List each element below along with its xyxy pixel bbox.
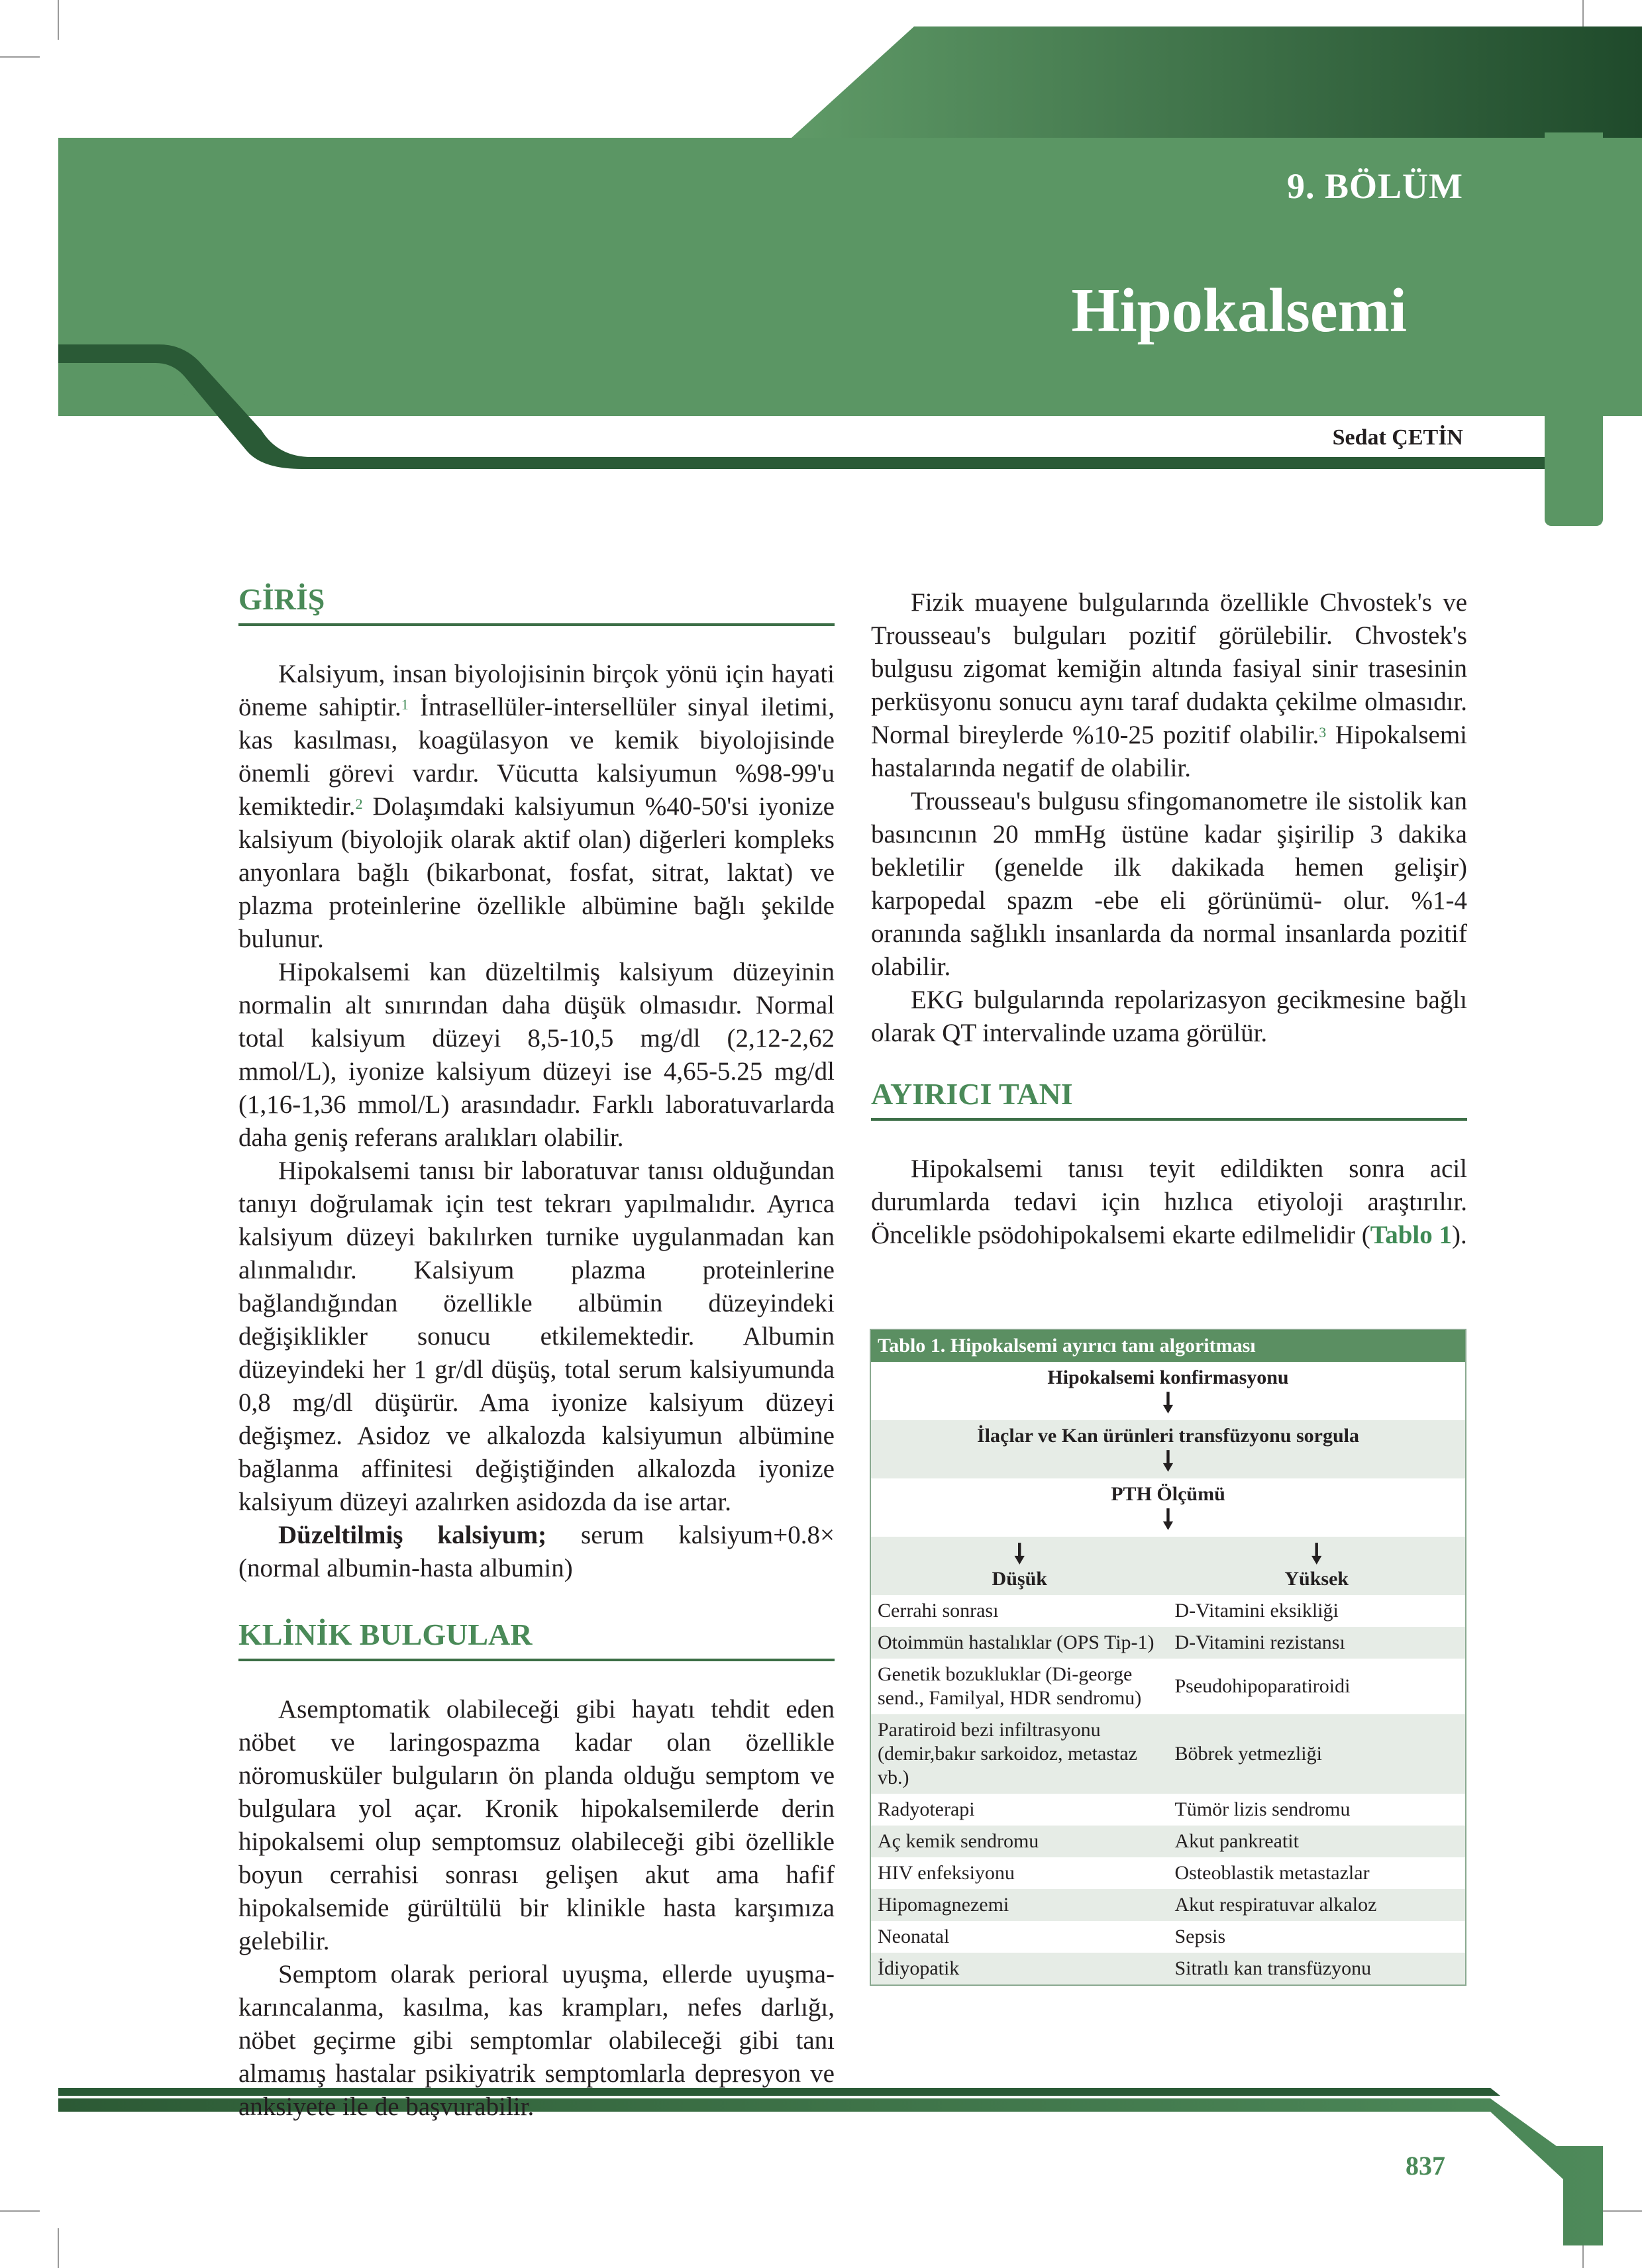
table-cell-high: Akut pankreatit [1168, 1826, 1466, 1857]
table-cell-low: Genetik bozukluklar (Di-george send., Familyal, HDR sendromu) [870, 1659, 1168, 1714]
top-ribbon [792, 26, 1642, 138]
table-row [870, 1857, 1466, 1889]
flow-step-3: PTH Ölçümü 🠗 [870, 1478, 1466, 1537]
table-reference-link[interactable]: Tablo 1 [1370, 1221, 1452, 1249]
table-cell-low: Otoimmün hastalıklar (OPS Tip-1) [870, 1627, 1168, 1659]
table-cell-high: Böbrek yetmezliği [1168, 1714, 1466, 1794]
column-high-header: 🠗 Yüksek [1168, 1537, 1466, 1595]
column-low-header: 🠗 Düşük [870, 1537, 1168, 1595]
table-cell-low: Cerrahi sonrası [870, 1595, 1168, 1627]
table-cell-low: Paratiroid bezi infiltrasyonu (demir,bakır sarkoidoz, metastaz vb.) [870, 1714, 1168, 1794]
flow-step-1: Hipokalsemi konfirmasyonu 🠗 [870, 1362, 1466, 1420]
table-cell-low: Neonatal [870, 1921, 1168, 1953]
table-cell-high: Tümör lizis sendromu [1168, 1794, 1466, 1826]
klinik-paragraph-2: Semptom olarak perioral uyuşma, ellerde uyuşma-karıncalanma, kasılma, kas krampları, nefes darlığı, nöbet geçirme gibi semptomlar olabileceği gibi tanı almamış hastalar psikiyatrik semptomlarla depresyon ve anksiyete ile de başvurabilir. [238, 1960, 835, 2121]
ayirici-paragraph: Hipokalsemi tanısı teyit edildikten sonra acil durumlarda tedavi için hızlıca etiyoloji araştırılır. Öncelikle psödohipokalsemi ekarte edilmelidir (Tablo 1). [871, 1155, 1467, 1249]
table-row [870, 1714, 1466, 1794]
table-cell-high: Osteoblastik metastazlar [1168, 1857, 1466, 1889]
chapter-number: 9. BÖLÜM [1286, 166, 1463, 206]
table-cell-high: Sepsis [1168, 1921, 1466, 1953]
table-cell-low: HIV enfeksiyonu [870, 1857, 1168, 1889]
section-heading-giris: GİRİŞ [238, 582, 835, 626]
fizik-muayene-paragraph: Fizik muayene bulgularında özellikle Chvostek's ve Trousseau's bulguları pozitif görülebilir. Chvostek's bulgusu zigomat kemiğin altında fasiyal sinir trasesinin perküsyonu sonucu aynı taraf dudakta çekilme olmasıdır. Normal bireylerde %10-25 pozitif olabilir.$^3$ Hipokalsemi hastalarında negatif de olabilir. [871, 588, 1467, 782]
table-row [870, 1659, 1466, 1714]
table-cell-high: Akut respiratuvar alkaloz [1168, 1889, 1466, 1921]
table-row [870, 1627, 1466, 1659]
flow-step-2: İlaçlar ve Kan ürünleri transfüzyonu sorgula 🠗 [870, 1420, 1466, 1478]
differential-diagnosis-table [870, 1329, 1466, 1986]
table-row [870, 1889, 1466, 1921]
citation-2[interactable]: 2 [355, 796, 363, 812]
arrow-down-icon: 🠗 [1162, 1388, 1174, 1418]
table-cell-low: Aç kemik sendromu [870, 1826, 1168, 1857]
section-heading-klinik: KLİNİK BULGULAR [238, 1617, 835, 1661]
left-column [238, 582, 835, 2124]
table-caption: Tablo 1. Hipokalsemi ayırıcı tanı algoritması [870, 1329, 1466, 1362]
arrow-down-icon: 🠗 [1162, 1446, 1174, 1476]
giris-paragraph-1: Kalsiyum, insan biyolojisinin birçok yönü için hayati öneme sahiptir.$^1$ İntrasellüler-intersellüler sinyal iletimi, kas kasılması, koagülasyon ve kemik biyolojisinde önemli görevi vardır. Vücutta kalsiyumun %98-99'u kemiktedir.$^2$ Dolaşımdaki kalsiyumun %40-50'si iyonize kalsiyum (biyolojik olarak aktif olan) diğerleri kompleks anyonlara bağlı (bikarbonat, fosfat, sitrat, laktat) ve plazma proteinlerine özellikle albümine bağlı şekilde bulunur. [238, 660, 835, 953]
table-cell-high: Sitratlı kan transfüzyonu [1168, 1953, 1466, 1985]
table-row [870, 1826, 1466, 1857]
giris-paragraph-3: Hipokalsemi tanısı bir laboratuvar tanısı olduğundan tanıyı doğrulamak için test tekrarı yapılmalıdır. Ayrıca kalsiyum düzeyi bakılırken turnike uygulanmadan kan alınmalıdır. Kalsiyum plazma proteinlerine bağlandığından özellikle albümin düzeyindeki değişiklikler sonucu etkilemektedir. Albumin düzeyindeki her 1 gr/dl düşüş, total serum kalsiyumunda 0,8 mg/dl düşürür. Ama iyonize kalsiyum düzeyi değişmez. Asidoz ve alkalozda kalsiyumun albümine bağlanma affinitesi değiştiğinden alkalozda iyonize kalsiyum düzeyi azalırken asidozda da ise artar. [238, 1157, 835, 1516]
table-cell-low: İdiyopatik [870, 1953, 1168, 1985]
table-cell-high: D-Vitamini rezistansı [1168, 1627, 1466, 1659]
arrow-down-icon: 🠗 [1162, 1504, 1174, 1534]
arrow-down-icon: 🠗 [1311, 1539, 1323, 1569]
right-column [871, 586, 1467, 1252]
giris-paragraph-2: Hipokalsemi kan düzeltilmiş kalsiyum düzeyinin normalin alt sınırından daha düşük olmasıdır. Normal total kalsiyum düzeyi 8,5-10,5 mg/dl (2,12-2,62 mmol/L), iyonize kalsiyum düzeyi ise 4,65-5.25 mg/dl (1,16-1,36 mmol/L) arasındadır. Farklı laboratuvarlarda daha geniş referans aralıkları olabilir. [238, 958, 835, 1152]
table-cell-low: Hipomagnezemi [870, 1889, 1168, 1921]
corrected-calcium-formula: Düzeltilmiş kalsiyum; serum kalsiyum+0.8× (normal albumin-hasta albumin) [238, 1521, 835, 1582]
klinik-paragraph-1: Asemptomatik olabileceği gibi hayatı tehdit eden nöbet ve laringospazma kadar olan özellikle nöromusküler bulguların ön planda olduğu semptom ve bulgulara yol açar. Kronik hipokalsemilerde derin hipokalsemi olup semptomsuz olabileceği gibi özellikle boyun cerrahisi sonrası gelişen akut ama hafif hipokalsemide gürültülü bir klinikle hasta karşımıza gelebilir. [238, 1695, 835, 1955]
citation-1[interactable]: 1 [401, 696, 409, 713]
right-tab [1545, 416, 1603, 526]
section-heading-ayirici: AYIRICI TANI [871, 1076, 1467, 1121]
arrow-down-icon: 🠗 [1013, 1539, 1025, 1569]
citation-3[interactable]: 3 [1319, 724, 1327, 741]
table-body [870, 1595, 1466, 1985]
table-row [870, 1953, 1466, 1985]
table-row [870, 1595, 1466, 1627]
trousseau-paragraph: Trousseau's bulgusu sfingomanometre ile sistolik kan basıncının 20 mmHg üstüne kadar şişirilip 3 dakika bekletilir (genelde ilk dakikada hemen gelişir) karpopedal spazm -ebe eli görünümü- olur. %1-4 oranında sağlıklı insanlarda da normal insanlarda pozitif olabilir. [871, 787, 1467, 981]
table-row [870, 1921, 1466, 1953]
table-cell-high: D-Vitamini eksikliği [1168, 1595, 1466, 1627]
table-cell-low: Radyoterapi [870, 1794, 1168, 1826]
author-name: Sedat ÇETİN [1332, 425, 1463, 450]
table-cell-high: Pseudohipoparatiroidi [1168, 1659, 1466, 1714]
page-number: 837 [1406, 2151, 1445, 2181]
table-row [870, 1794, 1466, 1826]
page-title: Hipokalsemi [1071, 276, 1407, 345]
ekg-paragraph: EKG bulgularında repolarizasyon gecikmesine bağlı olarak QT intervalinde uzama görülür. [871, 986, 1467, 1047]
